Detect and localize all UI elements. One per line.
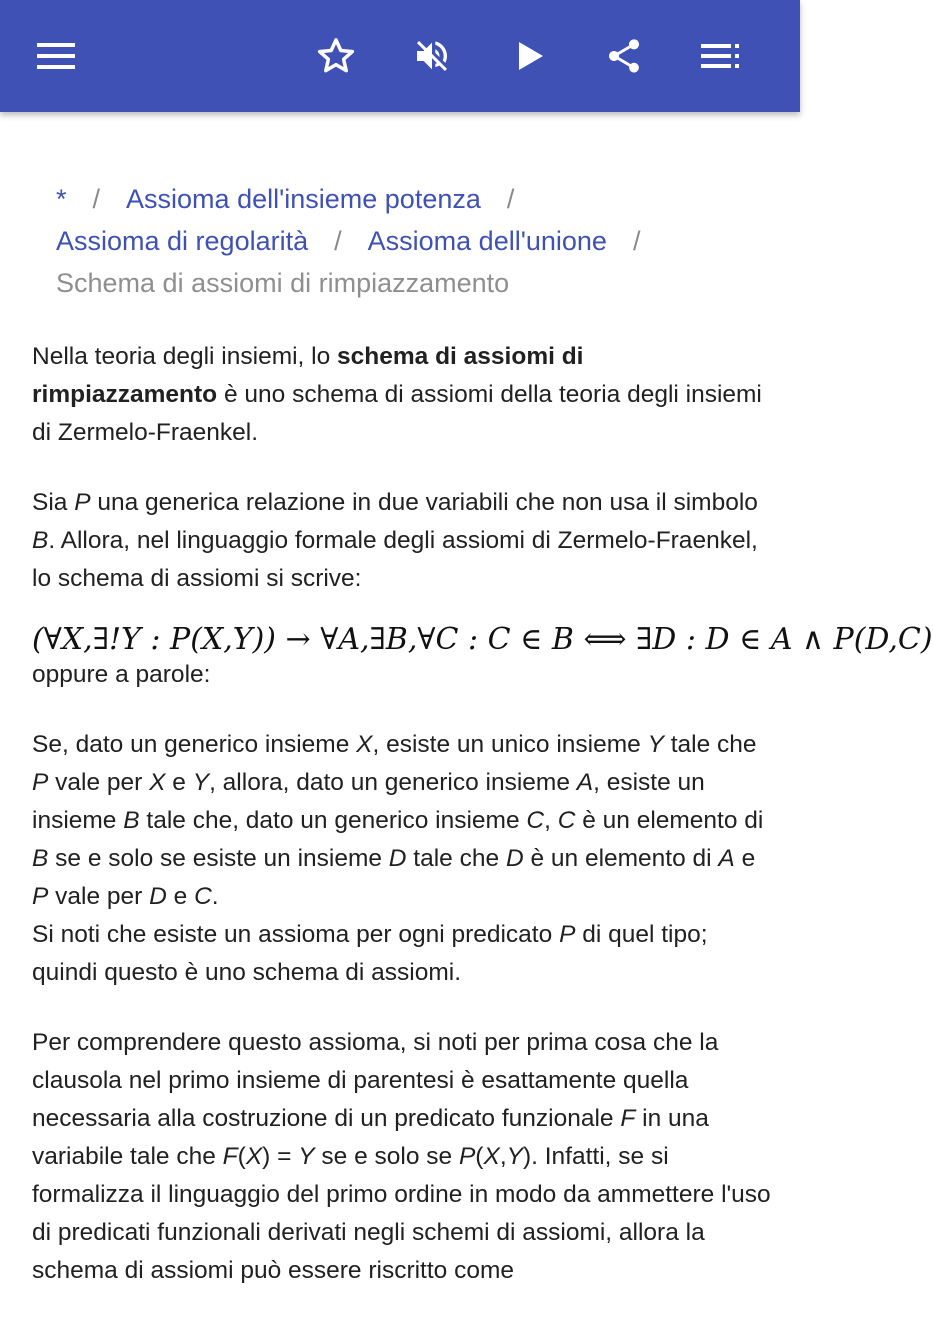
paragraph-intro: Nella teoria degli insiemi, lo schema di assiomi di rimpiazzamento è uno schema di assiomi della teoria degli insiemi di Zermelo-Fraenkel. <box>32 343 762 446</box>
contents-button[interactable] <box>692 28 748 84</box>
list-icon <box>701 43 739 69</box>
breadcrumb-current: Schema di assiomi di rimpiazzamento <box>56 268 510 298</box>
breadcrumb-separator: / <box>334 226 342 256</box>
breadcrumb <box>56 178 756 304</box>
breadcrumb-link-regularity[interactable]: Assioma di regolarità <box>56 226 309 256</box>
breadcrumb-separator: / <box>92 184 101 214</box>
axiom-formula: (∀X,∃!Y : P(X,Y)) → ∀A,∃B,∀C : C ∈ B ⟺ ∃D : D ∈ A ∧ P(D,C) <box>32 622 933 657</box>
paragraph-explanation: Se, dato un generico insieme X, esiste un unico insieme Y tale che P vale per X e Y, allora, dato un generico insieme A, esiste un insieme B tale che, dato un generico insieme C, C è un elemento di B se e solo se esiste un insieme D tale che D è un elemento di A e P vale per D e C. Si noti che esiste un assioma per ogni predicato P di quel tipo; quindi questo è uno schema di assiomi. <box>32 731 764 986</box>
paragraph-comprehension: Per comprendere questo assioma, si noti per prima cosa che la clausola nel primo insieme di parentesi è esattamente quella necessaria alla costruzione di un predicato funzionale F in una variabile tale che F(X) = Y se e solo se P(X,Y). Infatti, se si formalizza il linguaggio del primo ordine in modo da ammettere l'uso di predicati funzionali derivati negli schemi di assiomi, allora la schema di assiomi può essere riscritto come <box>32 1029 771 1284</box>
article-body <box>32 338 933 1322</box>
play-icon <box>515 40 545 72</box>
star-outline-icon <box>315 35 357 77</box>
menu-button[interactable] <box>28 28 84 84</box>
app-toolbar <box>0 0 800 112</box>
breadcrumb-separator: / <box>632 226 641 256</box>
bookmark-button[interactable] <box>308 28 364 84</box>
article-scroll-area[interactable] <box>0 112 933 1284</box>
breadcrumb-separator: / <box>506 184 515 214</box>
volume-off-icon <box>412 36 452 76</box>
share-icon <box>604 36 644 76</box>
article-term: schema di assiomi di rimpiazzamento <box>32 343 584 408</box>
menu-icon <box>37 42 75 70</box>
breadcrumb-link-home[interactable]: * <box>56 184 67 214</box>
breadcrumb-link-powerset[interactable]: Assioma dell'insieme potenza <box>126 184 481 214</box>
breadcrumb-link-union[interactable]: Assioma dell'unione <box>367 226 607 256</box>
paragraph-in-words: oppure a parole: <box>32 661 211 688</box>
paragraph-definition: Sia P una generica relazione in due variabili che non usa il simbolo B. Allora, nel linguaggio formale degli assiomi di Zermelo-Fraenkel, lo schema di assiomi si scrive: <box>32 489 758 592</box>
play-button[interactable] <box>502 28 558 84</box>
mute-button[interactable] <box>404 28 460 84</box>
share-button[interactable] <box>596 28 652 84</box>
